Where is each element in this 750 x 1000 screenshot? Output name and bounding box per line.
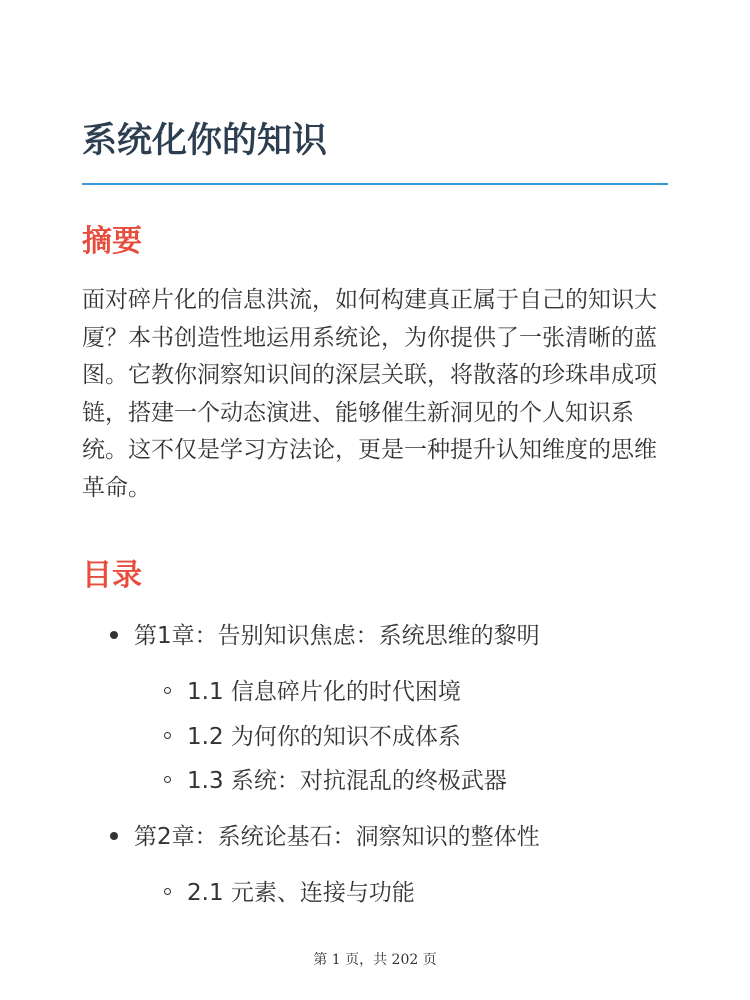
circle-bullet-icon: [164, 888, 171, 895]
summary-paragraph: 面对碎片化的信息洪流，如何构建真正属于自己的知识大厦？本书创造性地运用系统论，为你提供了一张清晰的蓝图。它教你洞察知识间的深层关联，将散落的珍珠串成项链，搭建一个动态演进、能够催生新洞见的个人知识系统。这不仅是学习方法论，更是一种提升认知维度的思维革命。: [82, 287, 657, 501]
toc-heading: 目录: [82, 558, 142, 593]
toc-section-1-1[interactable]: [164, 676, 461, 708]
title-divider: [82, 183, 668, 185]
page-footer: 第 1 页，共 202 页: [313, 952, 437, 968]
disc-bullet-icon: [110, 631, 118, 639]
toc-chapter-2-label: 第2章：系统论基石：洞察知识的整体性: [134, 824, 540, 850]
toc-chapter-1[interactable]: [110, 620, 540, 652]
toc-section-1-2-label: 1.2 为何你的知识不成体系: [187, 724, 461, 750]
document-title: 系统化你的知识: [82, 121, 328, 161]
toc-chapter-2[interactable]: [110, 821, 540, 853]
toc-section-1-1-label: 1.1 信息碎片化的时代困境: [187, 679, 461, 705]
circle-bullet-icon: [164, 776, 171, 783]
disc-bullet-icon: [110, 832, 118, 840]
toc-section-1-3-label: 1.3 系统：对抗混乱的终极武器: [187, 768, 507, 794]
toc-section-2-1[interactable]: [164, 877, 415, 909]
toc-section-1-3[interactable]: [164, 765, 507, 797]
toc-section-1-2[interactable]: [164, 721, 461, 753]
document-page: [82, 0, 668, 1000]
circle-bullet-icon: [164, 732, 171, 739]
summary-heading: 摘要: [82, 224, 142, 259]
toc-chapter-1-label: 第1章：告别知识焦虑：系统思维的黎明: [134, 623, 540, 649]
toc-section-2-1-label: 2.1 元素、连接与功能: [187, 880, 415, 906]
circle-bullet-icon: [164, 687, 171, 694]
